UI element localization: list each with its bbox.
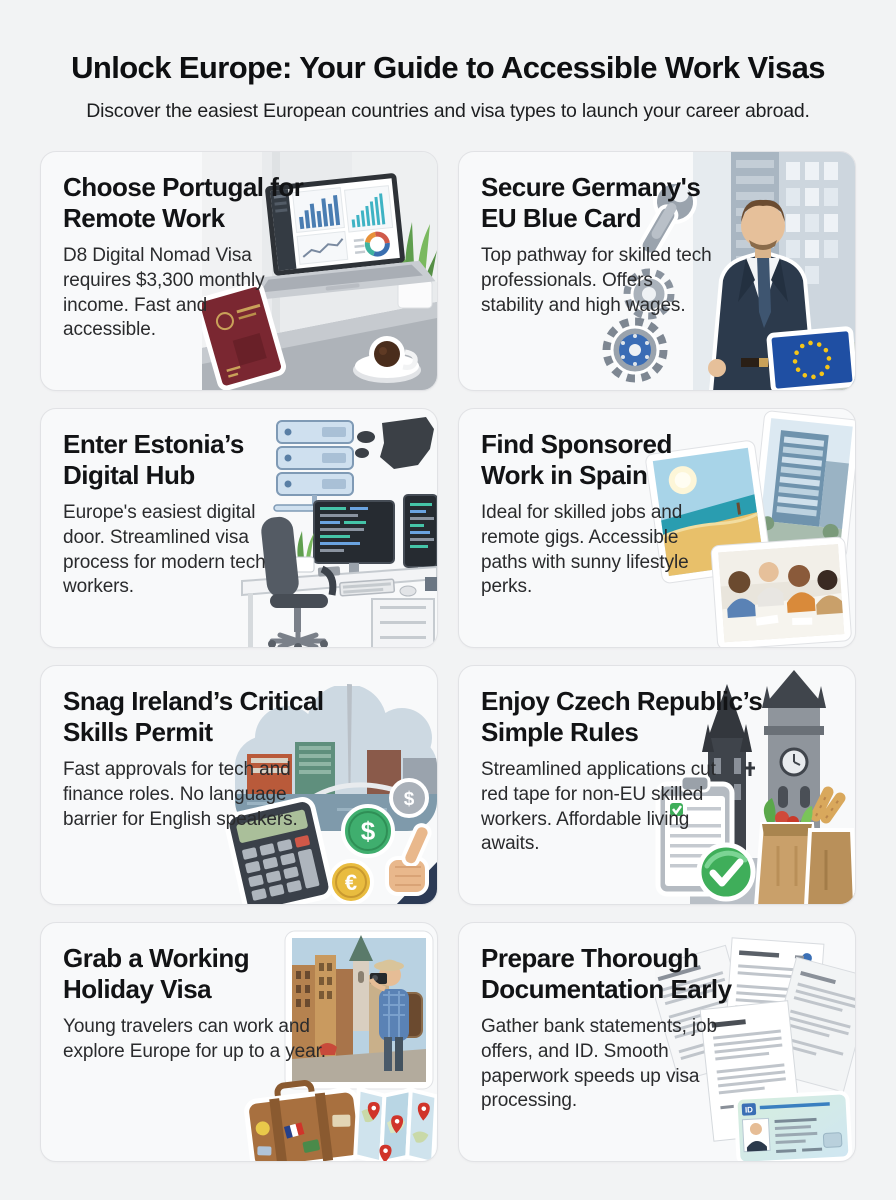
- card-grid: [40, 151, 856, 1162]
- card-description: D8 Digital Nomad Visa requires $3,300 monthly income. Fast and accessible.: [63, 245, 265, 341]
- card-spain-sponsored-work: [458, 408, 856, 648]
- card-description: Fast approvals for tech and finance roles. No language barrier for English speakers.: [63, 759, 298, 830]
- monitor-icon: [314, 501, 394, 578]
- card-description: Europe's easiest digital door. Streamlined visa process for modern tech workers.: [63, 502, 266, 598]
- page-title: Unlock Europe: Your Guide to Accessible Work Visas: [71, 50, 825, 85]
- mug-icon: [425, 577, 437, 591]
- card-ireland-critical-skills: [40, 665, 438, 905]
- svg-text:$: $: [360, 816, 376, 846]
- eu-flag-icon: [769, 328, 855, 391]
- donut-chart-icon: [349, 231, 395, 259]
- euro-coin-icon: [330, 861, 372, 903]
- keyboard-icon: [340, 579, 395, 596]
- dollar-coin-gray-icon: [391, 780, 427, 816]
- card-description: Top pathway for skilled tech professionals. Offers stability and high wages.: [481, 245, 712, 316]
- card-description: Ideal for skilled jobs and remote gigs. Accessible paths with sunny lifestyle perks.: [481, 502, 689, 598]
- card-title: Find Sponsored Work in Spain: [481, 429, 672, 491]
- card-title: Prepare Thorough Documentation Early: [481, 943, 732, 1005]
- monitor2-icon: [404, 495, 437, 577]
- svg-text:€: €: [344, 870, 358, 895]
- page-header: [0, 0, 896, 123]
- meeting-photo: [711, 537, 852, 648]
- svg-text:$: $: [403, 789, 415, 810]
- mouse-icon: [400, 586, 416, 596]
- card-portugal-remote-work: [40, 151, 438, 391]
- card-working-holiday-visa: [40, 922, 438, 1162]
- estonia-map-icon: [355, 417, 434, 469]
- card-estonia-digital-hub: [40, 408, 438, 648]
- card-czech-simple-rules: [458, 665, 856, 905]
- card-description: Gather bank statements, job offers, and ID. Smooth paperwork speeds up visa processing.: [481, 1016, 717, 1112]
- card-title: Grab a Working Holiday Visa: [63, 943, 250, 1005]
- suitcase-icon: [244, 1077, 363, 1162]
- card-description: Young travelers can work and explore Europe for up to a year.: [63, 1016, 326, 1063]
- world-map-icon: [355, 1087, 437, 1162]
- page-subtitle: Discover the easiest European countries and visa types to launch your career abroad.: [86, 100, 810, 122]
- card-title: Choose Portugal for Remote Work: [63, 172, 304, 234]
- card-title: Enjoy Czech Republic’s Simple Rules: [481, 686, 763, 748]
- card-description: Streamlined applications cut red tape for non-EU skilled workers. Affordable living awaits.: [481, 759, 716, 855]
- card-title: Secure Germany's EU Blue Card: [481, 172, 701, 234]
- drawer-unit-icon: [372, 599, 434, 648]
- card-prepare-documentation: [458, 922, 856, 1162]
- svg-text:ID: ID: [744, 1105, 754, 1115]
- card-title: Snag Ireland’s Critical Skills Permit: [63, 686, 324, 748]
- card-title: Enter Estonia’s Digital Hub: [63, 429, 244, 491]
- bar-chart2-icon: [345, 186, 393, 232]
- card-germany-eu-blue-card: [458, 151, 856, 391]
- gear-blue-icon: [609, 324, 661, 376]
